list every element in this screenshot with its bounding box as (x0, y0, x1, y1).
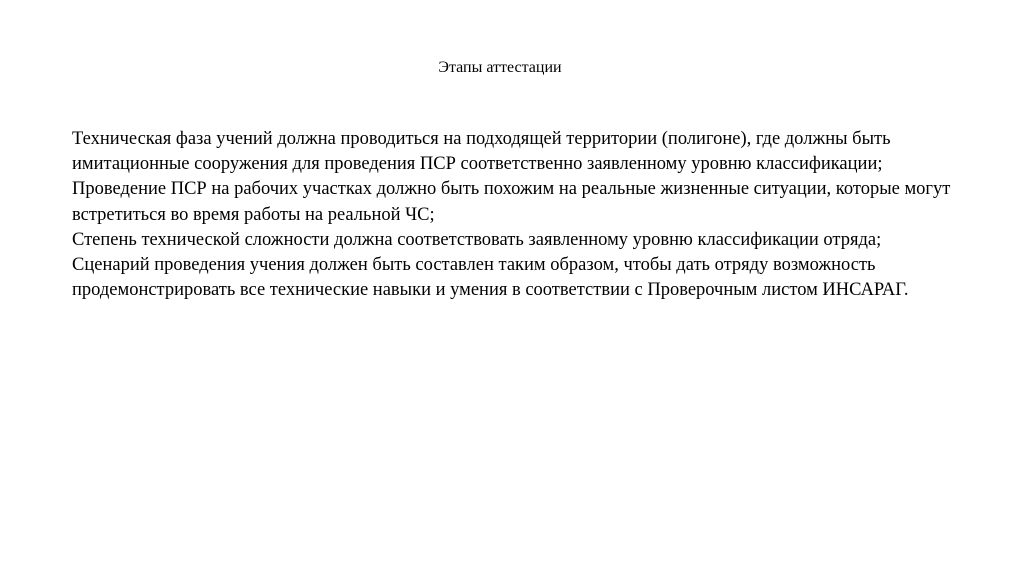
body-paragraph: Степень технической сложности должна соответствовать заявленному уровню классификации отряда; (72, 229, 882, 250)
slide-body (72, 127, 982, 303)
slide-title: Этапы аттестации (438, 59, 562, 76)
body-paragraph: Техническая фаза учений должна проводиться на подходящей территории (полигоне), где должны быть имитационные сооружения для проведения ПСР соответственно заявленному уровню классификации; (72, 129, 891, 175)
body-paragraph: Проведение ПСР на рабочих участках должно быть похожим на реальные жизненные ситуации, которые могут встретиться во время работы на реальной ЧС; (72, 179, 951, 225)
body-paragraph: Сценарий проведения учения должен быть составлен таким образом, чтобы дать отряду возможность продемонстрировать все технические навыки и умения в соответствии с Проверочным листом ИНСАРАГ. (72, 255, 909, 301)
